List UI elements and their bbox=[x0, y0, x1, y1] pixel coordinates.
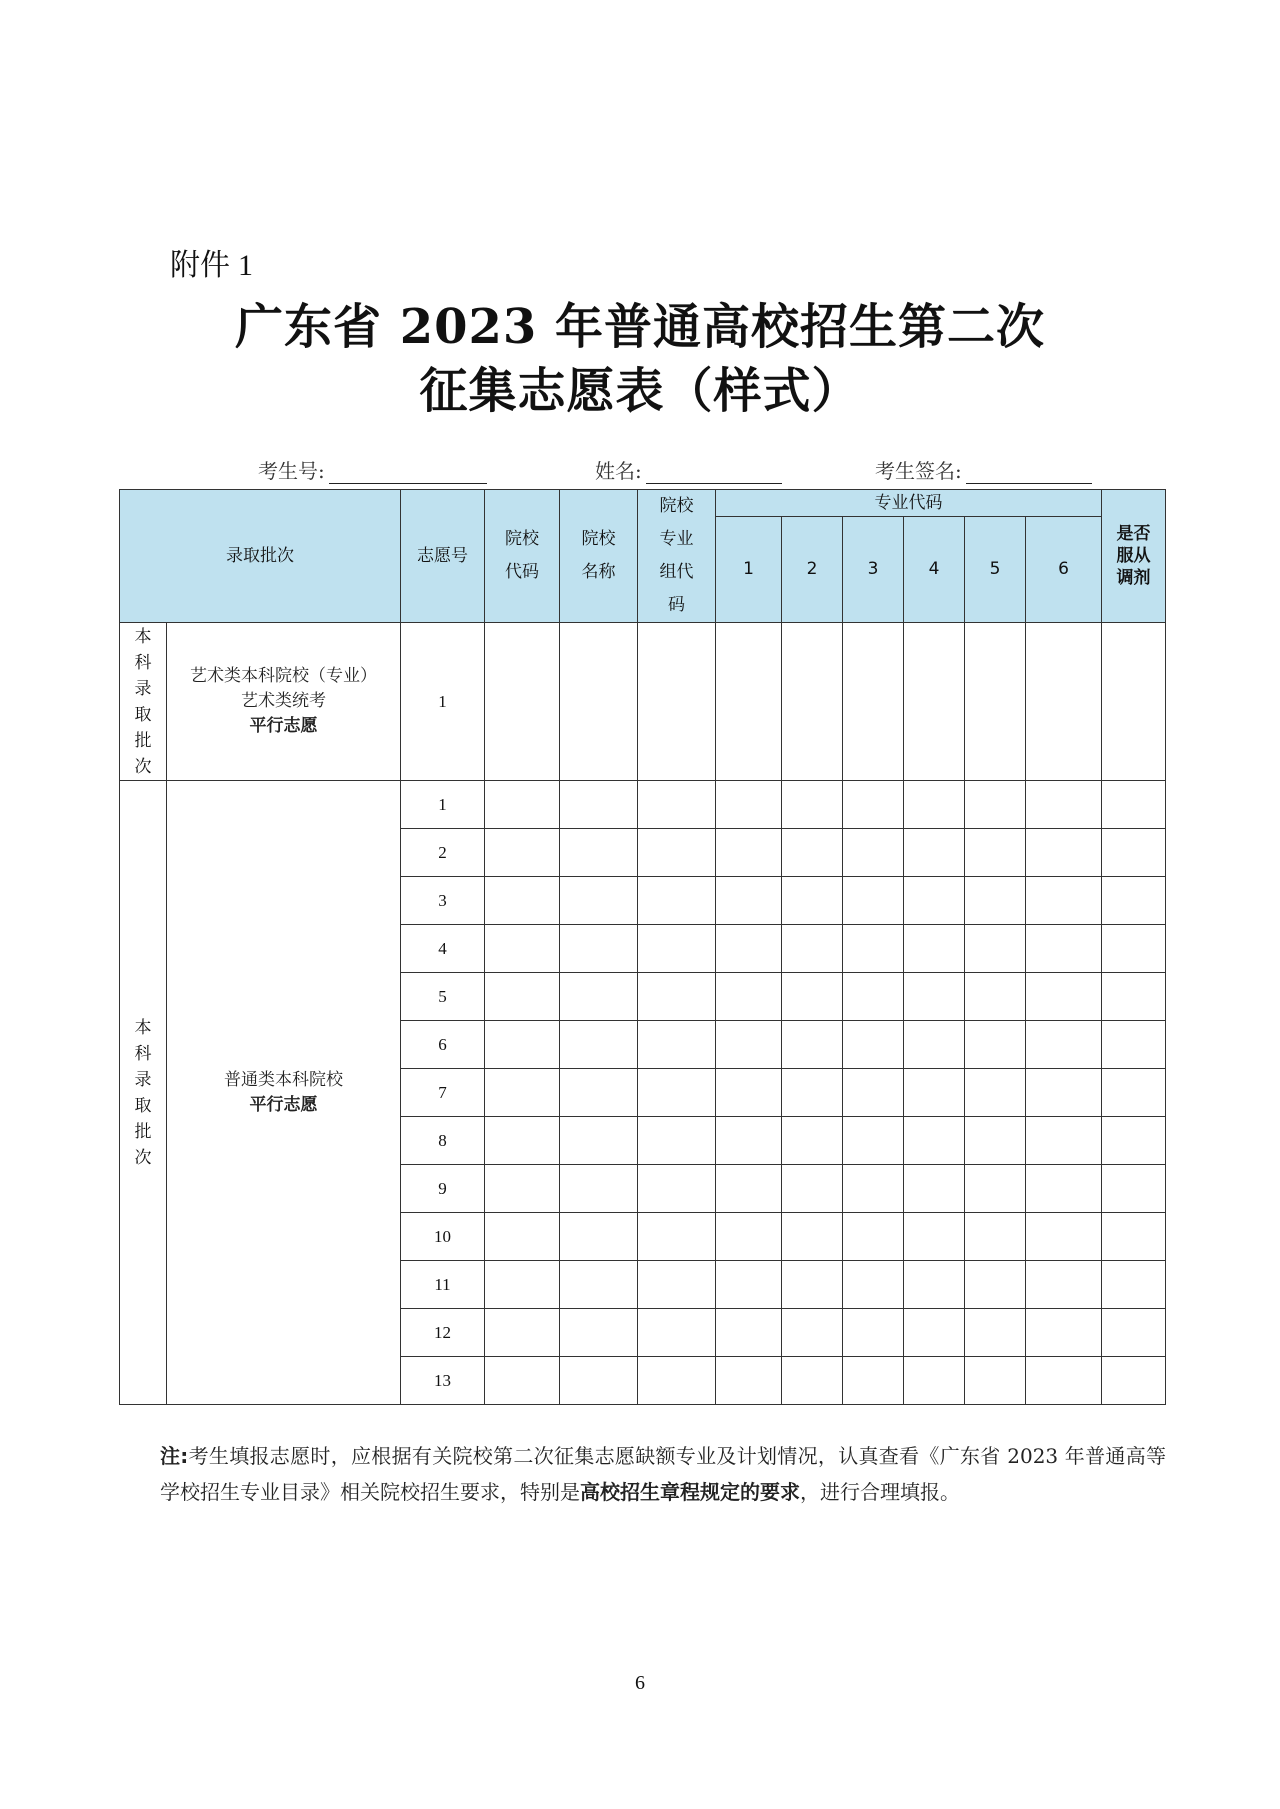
fill-cell[interactable] bbox=[1102, 1021, 1166, 1069]
regular-batch-line2: 平行志愿 bbox=[249, 1094, 318, 1115]
fill-cell[interactable] bbox=[965, 1069, 1026, 1117]
regular-batch-category: 本科录取批次 bbox=[120, 781, 167, 1405]
name-field[interactable] bbox=[595, 455, 782, 484]
choice-number: 6 bbox=[401, 1021, 485, 1069]
annex-number: 1 bbox=[238, 249, 253, 282]
fill-cell[interactable] bbox=[485, 1261, 560, 1309]
fill-cell[interactable] bbox=[904, 781, 965, 829]
fill-cell[interactable] bbox=[782, 973, 843, 1021]
header-major-6: 6 bbox=[1026, 517, 1102, 623]
choice-number: 3 bbox=[401, 877, 485, 925]
fill-cell[interactable] bbox=[1102, 1165, 1166, 1213]
candidate-fields bbox=[0, 455, 1280, 485]
fill-cell[interactable] bbox=[485, 1117, 560, 1165]
annex-text: 附件 bbox=[170, 248, 230, 283]
fill-cell[interactable] bbox=[560, 973, 638, 1021]
fill-cell[interactable] bbox=[485, 1213, 560, 1261]
fill-cell[interactable] bbox=[904, 925, 965, 973]
header-major-1: 1 bbox=[716, 517, 782, 623]
fill-cell[interactable] bbox=[965, 829, 1026, 877]
fill-cell[interactable] bbox=[904, 1117, 965, 1165]
fill-cell[interactable] bbox=[1102, 623, 1166, 781]
fill-cell[interactable] bbox=[485, 829, 560, 877]
fill-cell[interactable] bbox=[1026, 1069, 1102, 1117]
choice-number: 12 bbox=[401, 1309, 485, 1357]
fill-cell[interactable] bbox=[965, 1165, 1026, 1213]
fill-cell[interactable] bbox=[716, 877, 782, 925]
fill-cell[interactable] bbox=[843, 925, 904, 973]
fill-cell[interactable] bbox=[560, 1165, 638, 1213]
fill-cell[interactable] bbox=[904, 1021, 965, 1069]
fill-cell[interactable] bbox=[782, 623, 843, 781]
fill-cell[interactable] bbox=[485, 781, 560, 829]
fill-cell[interactable] bbox=[716, 1069, 782, 1117]
header-group-code: 院校专业组代码 bbox=[638, 490, 716, 623]
fill-cell[interactable] bbox=[1026, 1261, 1102, 1309]
fill-cell[interactable] bbox=[1026, 623, 1102, 781]
fill-cell[interactable] bbox=[716, 781, 782, 829]
fill-cell[interactable] bbox=[904, 623, 965, 781]
art-batch-row bbox=[120, 623, 1166, 781]
application-table bbox=[119, 489, 1166, 1405]
fill-cell[interactable] bbox=[638, 1021, 716, 1069]
fill-cell[interactable] bbox=[1102, 1261, 1166, 1309]
fill-cell[interactable] bbox=[782, 1117, 843, 1165]
fill-cell[interactable] bbox=[782, 925, 843, 973]
fill-cell[interactable] bbox=[904, 1069, 965, 1117]
fill-cell[interactable] bbox=[965, 781, 1026, 829]
art-choice-number: 1 bbox=[401, 623, 485, 781]
regular-batch-name bbox=[167, 781, 401, 1405]
fill-cell[interactable] bbox=[1026, 781, 1102, 829]
fill-cell[interactable] bbox=[782, 1069, 843, 1117]
fill-cell[interactable] bbox=[638, 623, 716, 781]
candidate-no-label: 考生号: bbox=[258, 459, 325, 483]
regular-batch-line1: 普通类本科院校 bbox=[224, 1069, 343, 1090]
signature-label: 考生签名: bbox=[875, 459, 962, 483]
fill-cell[interactable] bbox=[560, 925, 638, 973]
fill-cell[interactable] bbox=[485, 877, 560, 925]
fill-cell[interactable] bbox=[638, 877, 716, 925]
fill-cell[interactable] bbox=[965, 1357, 1026, 1405]
fill-cell[interactable] bbox=[1026, 1357, 1102, 1405]
fill-cell[interactable] bbox=[843, 1069, 904, 1117]
fill-cell[interactable] bbox=[560, 1069, 638, 1117]
fill-cell[interactable] bbox=[904, 1309, 965, 1357]
fill-cell[interactable] bbox=[560, 1213, 638, 1261]
fill-cell[interactable] bbox=[782, 1261, 843, 1309]
fill-cell[interactable] bbox=[485, 973, 560, 1021]
header-batch: 录取批次 bbox=[120, 490, 401, 623]
fill-cell[interactable] bbox=[638, 829, 716, 877]
fill-cell[interactable] bbox=[965, 1309, 1026, 1357]
fill-cell[interactable] bbox=[1026, 829, 1102, 877]
fill-cell[interactable] bbox=[904, 877, 965, 925]
fill-cell[interactable] bbox=[843, 829, 904, 877]
choice-number: 10 bbox=[401, 1213, 485, 1261]
fill-cell[interactable] bbox=[843, 973, 904, 1021]
choice-number: 9 bbox=[401, 1165, 485, 1213]
fill-cell[interactable] bbox=[716, 925, 782, 973]
fill-cell[interactable] bbox=[560, 623, 638, 781]
header-major-3: 3 bbox=[843, 517, 904, 623]
fill-cell[interactable] bbox=[843, 1213, 904, 1261]
fill-cell[interactable] bbox=[965, 925, 1026, 973]
name-blank[interactable] bbox=[646, 463, 782, 484]
fill-cell[interactable] bbox=[904, 829, 965, 877]
fill-cell[interactable] bbox=[485, 1357, 560, 1405]
fill-cell[interactable] bbox=[716, 1213, 782, 1261]
choice-number: 2 bbox=[401, 829, 485, 877]
fill-cell[interactable] bbox=[782, 781, 843, 829]
fill-cell[interactable] bbox=[638, 1117, 716, 1165]
fill-cell[interactable] bbox=[843, 1261, 904, 1309]
fill-cell[interactable] bbox=[965, 973, 1026, 1021]
header-major-2: 2 bbox=[782, 517, 843, 623]
footnote bbox=[160, 1438, 1166, 1510]
fill-cell[interactable] bbox=[965, 1261, 1026, 1309]
form-title-line2: 征集志愿表（样式） bbox=[419, 363, 861, 419]
signature-field[interactable] bbox=[875, 455, 1092, 484]
fill-cell[interactable] bbox=[716, 829, 782, 877]
fill-cell[interactable] bbox=[904, 1165, 965, 1213]
choice-number: 4 bbox=[401, 925, 485, 973]
fill-cell[interactable] bbox=[843, 1165, 904, 1213]
choice-number: 1 bbox=[401, 781, 485, 829]
fill-cell[interactable] bbox=[560, 1021, 638, 1069]
choice-number: 8 bbox=[401, 1117, 485, 1165]
header-choice-no: 志愿号 bbox=[401, 490, 485, 623]
fill-cell[interactable] bbox=[560, 1117, 638, 1165]
fill-cell[interactable] bbox=[1026, 973, 1102, 1021]
fill-cell[interactable] bbox=[1026, 1117, 1102, 1165]
fill-cell[interactable] bbox=[843, 781, 904, 829]
fill-cell[interactable] bbox=[716, 1117, 782, 1165]
header-adjust: 是否服从调剂 bbox=[1102, 490, 1166, 623]
fill-cell[interactable] bbox=[782, 1213, 843, 1261]
fill-cell[interactable] bbox=[1102, 973, 1166, 1021]
fill-cell[interactable] bbox=[843, 877, 904, 925]
fill-cell[interactable] bbox=[782, 1021, 843, 1069]
fill-cell[interactable] bbox=[782, 1309, 843, 1357]
signature-blank[interactable] bbox=[966, 463, 1092, 484]
page-number: 6 bbox=[635, 1672, 645, 1694]
fill-cell[interactable] bbox=[638, 781, 716, 829]
fill-cell[interactable] bbox=[560, 1309, 638, 1357]
footnote-bold: 高校招生章程规定的要求 bbox=[580, 1480, 800, 1504]
fill-cell[interactable] bbox=[1026, 1165, 1102, 1213]
fill-cell[interactable] bbox=[843, 1357, 904, 1405]
choice-number: 7 bbox=[401, 1069, 485, 1117]
fill-cell[interactable] bbox=[638, 1357, 716, 1405]
fill-cell[interactable] bbox=[965, 1021, 1026, 1069]
fill-cell[interactable] bbox=[965, 1117, 1026, 1165]
fill-cell[interactable] bbox=[965, 1213, 1026, 1261]
fill-cell[interactable] bbox=[638, 925, 716, 973]
fill-cell[interactable] bbox=[904, 1357, 965, 1405]
fill-cell[interactable] bbox=[843, 1021, 904, 1069]
fill-cell[interactable] bbox=[782, 1165, 843, 1213]
fill-cell[interactable] bbox=[638, 1069, 716, 1117]
fill-cell[interactable] bbox=[560, 877, 638, 925]
fill-cell[interactable] bbox=[716, 1357, 782, 1405]
footnote-text2: ，进行合理填报。 bbox=[800, 1480, 960, 1504]
header-major-code: 专业代码 bbox=[716, 490, 1102, 517]
choice-number: 5 bbox=[401, 973, 485, 1021]
fill-cell[interactable] bbox=[1026, 877, 1102, 925]
fill-cell[interactable] bbox=[638, 1261, 716, 1309]
fill-cell[interactable] bbox=[904, 973, 965, 1021]
fill-cell[interactable] bbox=[485, 623, 560, 781]
fill-cell[interactable] bbox=[638, 1213, 716, 1261]
annex-label bbox=[170, 240, 253, 284]
header-major-4: 4 bbox=[904, 517, 965, 623]
fill-cell[interactable] bbox=[485, 925, 560, 973]
fill-cell[interactable] bbox=[560, 829, 638, 877]
header-school-code: 院校代码 bbox=[485, 490, 560, 623]
fill-cell[interactable] bbox=[1102, 1357, 1166, 1405]
fill-cell[interactable] bbox=[904, 1213, 965, 1261]
fill-cell[interactable] bbox=[485, 1165, 560, 1213]
fill-cell[interactable] bbox=[782, 1357, 843, 1405]
fill-cell[interactable] bbox=[1102, 877, 1166, 925]
fill-cell[interactable] bbox=[716, 973, 782, 1021]
fill-cell[interactable] bbox=[1102, 1213, 1166, 1261]
fill-cell[interactable] bbox=[1026, 1213, 1102, 1261]
fill-cell[interactable] bbox=[716, 1309, 782, 1357]
fill-cell[interactable] bbox=[1102, 829, 1166, 877]
fill-cell[interactable] bbox=[638, 973, 716, 1021]
fill-cell[interactable] bbox=[1102, 1069, 1166, 1117]
regular-batch-row bbox=[120, 781, 1166, 829]
fill-cell[interactable] bbox=[1026, 925, 1102, 973]
footnote-label: 注: bbox=[160, 1444, 189, 1468]
fill-cell[interactable] bbox=[904, 1261, 965, 1309]
choice-number: 11 bbox=[401, 1261, 485, 1309]
header-major-5: 5 bbox=[965, 517, 1026, 623]
candidate-no-field[interactable] bbox=[258, 455, 487, 484]
art-batch-category: 本科录取批次 bbox=[120, 623, 167, 781]
art-batch-name bbox=[167, 623, 401, 781]
fill-cell[interactable] bbox=[1102, 781, 1166, 829]
fill-cell[interactable] bbox=[560, 781, 638, 829]
fill-cell[interactable] bbox=[965, 623, 1026, 781]
fill-cell[interactable] bbox=[782, 877, 843, 925]
fill-cell[interactable] bbox=[843, 623, 904, 781]
art-batch-line1: 艺术类本科院校（专业） bbox=[190, 666, 377, 686]
fill-cell[interactable] bbox=[485, 1021, 560, 1069]
fill-cell[interactable] bbox=[965, 877, 1026, 925]
fill-cell[interactable] bbox=[560, 1261, 638, 1309]
fill-cell[interactable] bbox=[1026, 1021, 1102, 1069]
footnote-text1: 考生填报志愿时，应根据有关院校第二次征集志愿缺额专业及计划情况，认真查看《广东省 2023 年普通高等学校招生专业目录》相关院校招生要求，特别是 bbox=[160, 1444, 1167, 1504]
name-label: 姓名: bbox=[595, 459, 642, 483]
fill-cell[interactable] bbox=[485, 1069, 560, 1117]
header-school-name: 院校名称 bbox=[560, 490, 638, 623]
fill-cell[interactable] bbox=[1102, 925, 1166, 973]
choice-number: 13 bbox=[401, 1357, 485, 1405]
fill-cell[interactable] bbox=[1102, 1117, 1166, 1165]
fill-cell[interactable] bbox=[782, 829, 843, 877]
fill-cell[interactable] bbox=[638, 1309, 716, 1357]
fill-cell[interactable] bbox=[560, 1357, 638, 1405]
form-title-line1: 广东省 2023 年普通高校招生第二次 bbox=[234, 299, 1046, 355]
fill-cell[interactable] bbox=[716, 623, 782, 781]
art-batch-line3: 平行志愿 bbox=[249, 716, 318, 736]
candidate-no-blank[interactable] bbox=[329, 463, 487, 484]
art-batch-line2: 艺术类统考 bbox=[241, 691, 326, 711]
fill-cell[interactable] bbox=[716, 1021, 782, 1069]
fill-cell[interactable] bbox=[843, 1309, 904, 1357]
fill-cell[interactable] bbox=[716, 1261, 782, 1309]
fill-cell[interactable] bbox=[638, 1165, 716, 1213]
fill-cell[interactable] bbox=[1026, 1309, 1102, 1357]
fill-cell[interactable] bbox=[485, 1309, 560, 1357]
fill-cell[interactable] bbox=[843, 1117, 904, 1165]
fill-cell[interactable] bbox=[716, 1165, 782, 1213]
fill-cell[interactable] bbox=[1102, 1309, 1166, 1357]
